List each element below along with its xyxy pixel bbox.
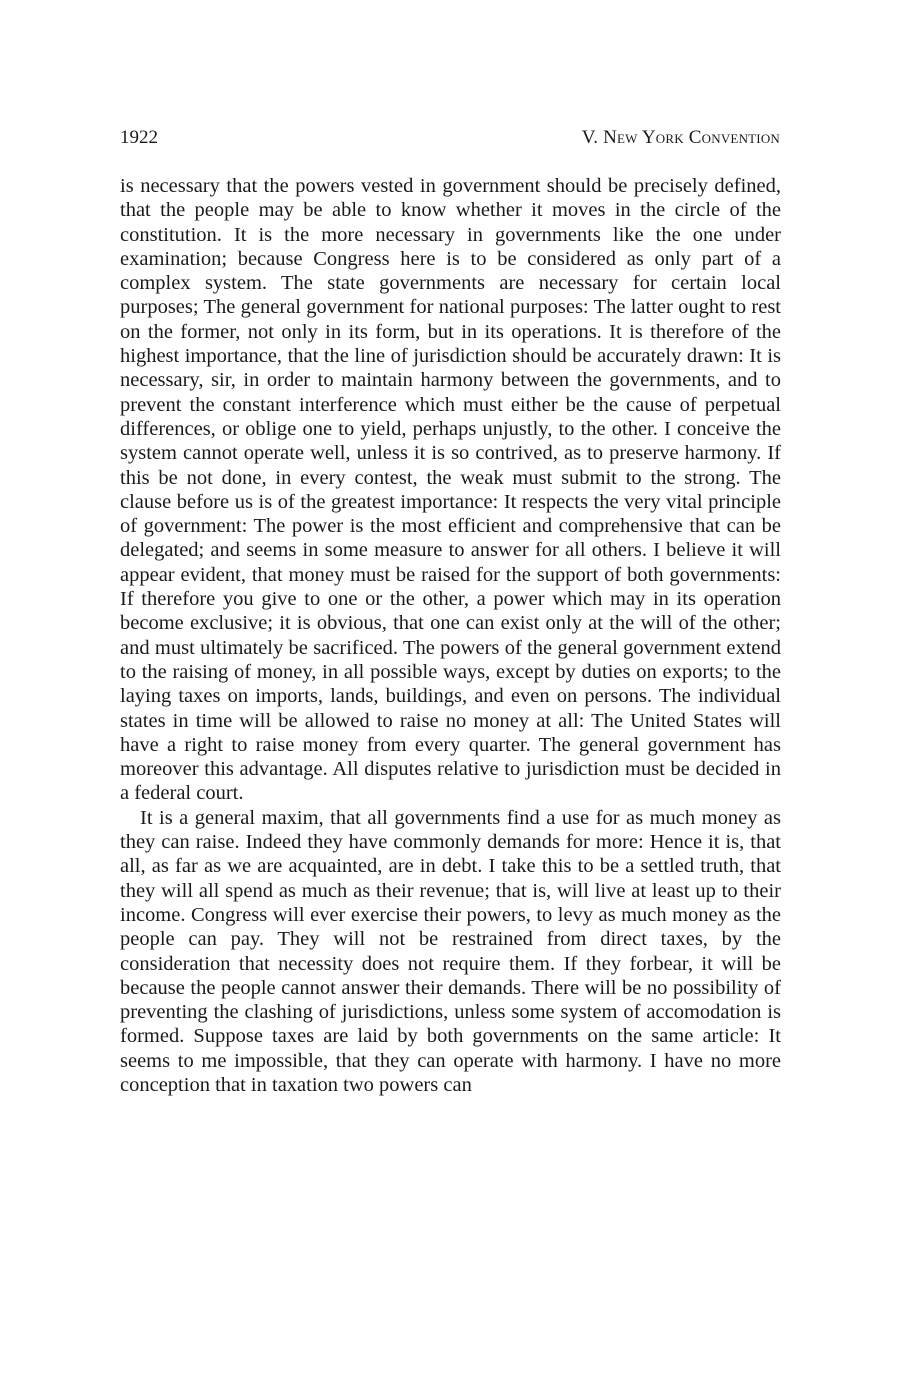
paragraph: It is a general maxim, that all governments find a use for as much money as they can raise. Indeed they have commonly demands for more: Hence it is, that all, as far as we are acquainted, are in debt. I take this to be a settled truth, that they will all spend as much as their revenue; that is, will live at least up to their income. Congress will ever exercise their powers, to levy as much money as the people can pay. They will not be restrained from direct taxes, by the consideration that necessity does not require them. If they forbear, it will be because the people cannot answer their demands. There will be no possibility of preventing the clashing of jurisdictions, unless some system of accomodation is formed. Suppose taxes are laid by both governments on the same article: It seems to me impossible, that they can operate with harmony. I have no more conception that in taxation two powers can [120,806,781,1096]
paragraph-continued: is necessary that the powers vested in government should be precisely defined, that the people may be able to know whether it moves in the circle of the constitution. It is the more necessary in governments like the one under examination; because Congress here is to be considered as only part of a complex system. The state governments are necessary for certain local purposes; The general government for national purposes: The latter ought to rest on the former, not only in its form, but in its operations. It is therefore of the highest importance, that the line of jurisdiction should be accurately drawn: It is necessary, sir, in order to maintain harmony between the governments, and to prevent the constant interference which must either be the cause of perpetual differences, or oblige one to yield, perhaps unjustly, to the other. I conceive the system cannot operate well, unless it is so contrived, as to preserve harmony. If this be not done, in every contest, the weak must submit to the strong. The clause before us is of the greatest importance: It respects the very vital principle of government: The power is the most efficient and comprehensive that can be delegated; and seems in some measure to answer for all others. I believe it will appear evident, that money must be raised for the support of both governments: If therefore you give to one or the other, a power which may in its operation become exclusive; it is obvious, that one can exist only at the will of the other; and must ultimately be sacrificed. The powers of the general government extend to the raising of money, in all possible ways, except by duties on exports; to the laying taxes on imports, lands, buildings, and even on persons. The individual states in time will be allowed to raise no money at all: The United States will have a right to raise money from every quarter. The general government has moreover this advantage. All disputes relative to jurisdiction must be decided in a federal court. [120,175,781,805]
running-head [120,124,780,152]
body-text [120,174,781,1097]
page-number: 1922 [120,127,158,148]
section-title: V. New York Convention [581,127,780,148]
